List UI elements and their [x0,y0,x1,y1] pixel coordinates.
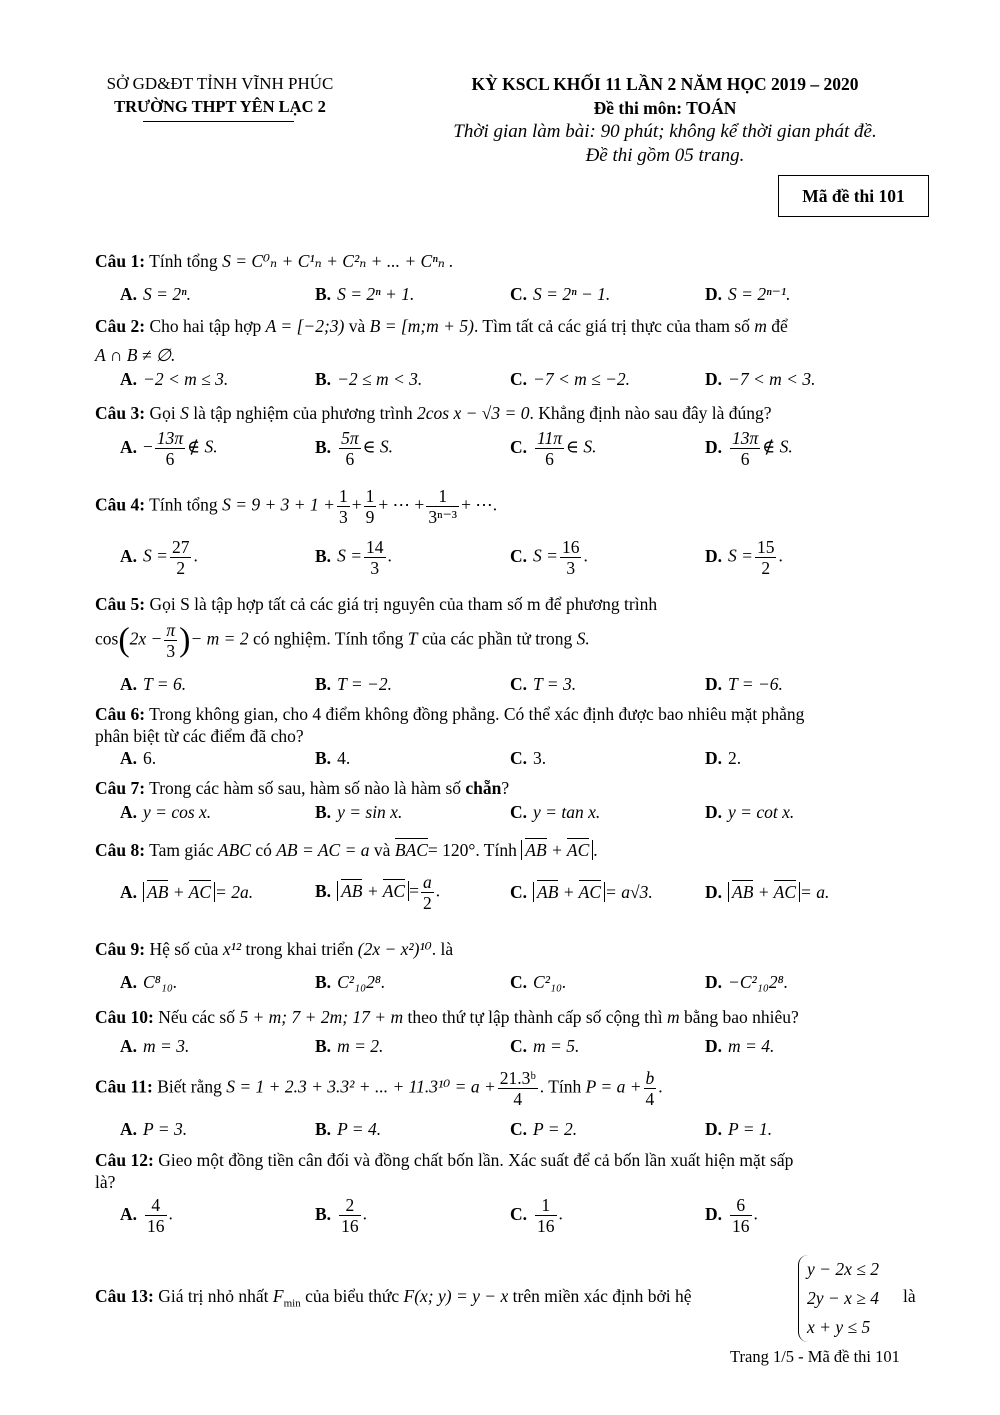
q4-option-d[interactable]: D. S = $\frac{15}{2}$ . [705,537,783,579]
q4-option-a[interactable]: A. S = $\frac{27}{2}$ . [120,537,198,579]
q2-option-a[interactable]: A. −2 < m ≤ 3. [120,369,229,389]
q1-option-b[interactable]: B. S = 2ⁿ + 1. [315,284,415,304]
q8-option-a[interactable]: A. AB + AC = 2a. [120,882,254,902]
q10-option-d[interactable]: D. m = 4. [705,1036,775,1056]
q10-option-a[interactable]: A. m = 3. [120,1036,190,1056]
q7-option-d[interactable]: D. y = cot x. [705,802,795,822]
header-divider [143,121,294,122]
school-name: TRƯỜNG THPT YÊN LẠC 2 [114,97,326,116]
question-label: Câu 1: [95,251,146,271]
q7-option-c[interactable]: C. y = tan x. [510,802,601,822]
question-6: Câu 6: Trong không gian, cho 4 điểm không đồng phẳng. Có thể xác định được bao nhiêu mặt phẳng [95,704,805,724]
pages-note: Đề thi gồm 05 trang. [585,145,745,166]
q6-option-b[interactable]: B. 4. [315,748,351,768]
q12-option-a[interactable]: A. $\frac{4}{16}$ . [120,1195,173,1237]
inequality-system: y − 2x ≤ 2 2y − x ≥ 4 x + y ≤ 5 [798,1255,879,1342]
question-3: Câu 3: Gọi S là tập nghiệm của phương trình 2cos x − √3 = 0. Khẳng định nào sau đây là đúng? [95,403,772,423]
time-note: Thời gian làm bài: 90 phút; không kể thời gian phát đề. [453,121,877,142]
q5-option-b[interactable]: B. T = −2. [315,674,392,694]
q1-option-c[interactable]: C. S = 2ⁿ − 1. [510,284,611,304]
question-2-line2: A ∩ B ≠ ∅. [95,345,176,365]
q11-option-b[interactable]: B. P = 4. [315,1119,382,1139]
question-10: Câu 10: Nếu các số 5 + m; 7 + 2m; 17 + m theo thứ tự lập thành cấp số cộng thì m bằng bao nhiêu? [95,1007,799,1027]
q6-option-d[interactable]: D. 2. [705,748,742,768]
q8-option-d[interactable]: D. AB + AC = a. [705,882,830,902]
q12-option-b[interactable]: B. $\frac{2}{16}$ . [315,1195,367,1237]
question-13-end: là [903,1286,916,1306]
q8-option-b[interactable]: B. AB + AC = $\frac{a}{2}$ . [315,872,441,914]
page-footer: Trang 1/5 - Mã đề thi 101 [730,1347,900,1366]
q3-option-b[interactable]: B. $\frac{5\pi}{6}$ ∈ S. [315,428,394,470]
q8-option-c[interactable]: C. AB + AC = a√3. [510,882,653,902]
q3-option-a[interactable]: A. − $\frac{13\pi}{6}$ ∉ S. [120,428,218,470]
q1-option-a[interactable]: A. S = 2ⁿ. [120,284,191,304]
question-2: Câu 2: Cho hai tập hợp A = [−2;3) và B = [m;m + 5). Tìm tất cả các giá trị thực của tham số m để [95,316,788,336]
question-13: Câu 13: Giá trị nhỏ nhất $F_{min}$ của biểu thức F(x; y) = y − x trên miền xác định bởi hệ [95,1286,692,1310]
q5-option-d[interactable]: D. T = −6. [705,674,783,694]
question-6-line2: phân biệt từ các điểm đã cho? [95,726,304,746]
q2-option-d[interactable]: D. −7 < m < 3. [705,369,816,389]
q9-option-a[interactable]: A. C⁸₁₀. [120,972,178,992]
question-1 [95,249,454,273]
q2-option-b[interactable]: B. −2 ≤ m < 3. [315,369,423,389]
q9-option-c[interactable]: C. C²₁₀. [510,972,567,992]
question-text: Tính tổng [149,251,218,271]
q3-option-c[interactable]: C. $\frac{11\pi}{6}$ ∈ S. [510,428,597,470]
q7-option-b[interactable]: B. y = sin x. [315,802,403,822]
header-left [85,72,355,118]
question-5: Câu 5: Gọi S là tập hợp tất cả các giá trị nguyên của tham số m để phương trình [95,594,658,614]
question-9: Câu 9: Hệ số của x¹² trong khai triển (2x − x²)¹⁰. là [95,939,454,959]
exam-code-box: Mã đề thi 101 [778,175,929,217]
question-5-line2: cos(2x − $\frac{\pi}{3}$ )− m = 2 có nghiệm. Tính tổng T của các phần tử trong S. [95,620,590,662]
question-12: Câu 12: Gieo một đồng tiền cân đối và đồng chất bốn lần. Xác suất để cả bốn lần xuất hiện mặt sấp [95,1150,794,1170]
question-8: Câu 8: Tam giác ABC có AB = AC = a và BAC= 120°. Tính AB + AC . [95,840,598,860]
q11-option-a[interactable]: A. P = 3. [120,1119,188,1139]
question-7: Câu 7: Trong các hàm số sau, hàm số nào là hàm số chẵn? [95,778,510,798]
q6-option-c[interactable]: C. 3. [510,748,547,768]
q11-option-d[interactable]: D. P = 1. [705,1119,773,1139]
q5-option-c[interactable]: C. T = 3. [510,674,577,694]
question-12-line2: là? [95,1172,116,1192]
q3-option-d[interactable]: D. $\frac{13\pi}{6}$ ∉ S. [705,428,793,470]
math-expr: S = C⁰ₙ + C¹ₙ + C²ₙ + ... + Cⁿₙ . [222,251,454,271]
q11-option-c[interactable]: C. P = 2. [510,1119,578,1139]
q2-option-c[interactable]: C. −7 < m ≤ −2. [510,369,631,389]
q5-option-a[interactable]: A. T = 6. [120,674,187,694]
q1-option-d[interactable]: D. S = 2ⁿ⁻¹. [705,284,791,304]
question-11: Câu 11: Biết rằng S = 1 + 2.3 + 3.3² + ... + 11.3¹⁰ = a + $\frac{\text{21.3ᵇ}}{4}$ . Tính P = a + $\frac{b}{4}$ . [95,1068,663,1110]
q7-option-a[interactable]: A. y = cos x. [120,802,212,822]
question-4: Câu 4: Tính tổng S = 9 + 3 + 1 + $\frac{1}{3}$ + $\frac{1}{9}$ + ⋯ + $\frac{1}{\text{3ⁿ⁻³}}$ + ⋯. [95,486,498,528]
q12-option-d[interactable]: D. $\frac{6}{16}$ . [705,1195,758,1237]
exam-subject: Đề thi môn: TOÁN [593,98,737,118]
q10-option-b[interactable]: B. m = 2. [315,1036,384,1056]
q12-option-c[interactable]: C. $\frac{1}{16}$ . [510,1195,563,1237]
q9-option-b[interactable]: B. C²₁₀2⁸. [315,972,386,992]
exam-title: KỲ KSCL KHỐI 11 LẦN 2 NĂM HỌC 2019 – 2020 [471,74,859,94]
q6-option-a[interactable]: A. 6. [120,748,157,768]
q4-option-c[interactable]: C. S = $\frac{16}{3}$ . [510,537,588,579]
q10-option-c[interactable]: C. m = 5. [510,1036,580,1056]
q4-option-b[interactable]: B. S = $\frac{14}{3}$ . [315,537,392,579]
q9-option-d[interactable]: D. −C²₁₀2⁸. [705,972,789,992]
dept-name: SỞ GD&ĐT TỈNH VĨNH PHÚC [106,74,334,93]
header-right [360,72,970,168]
